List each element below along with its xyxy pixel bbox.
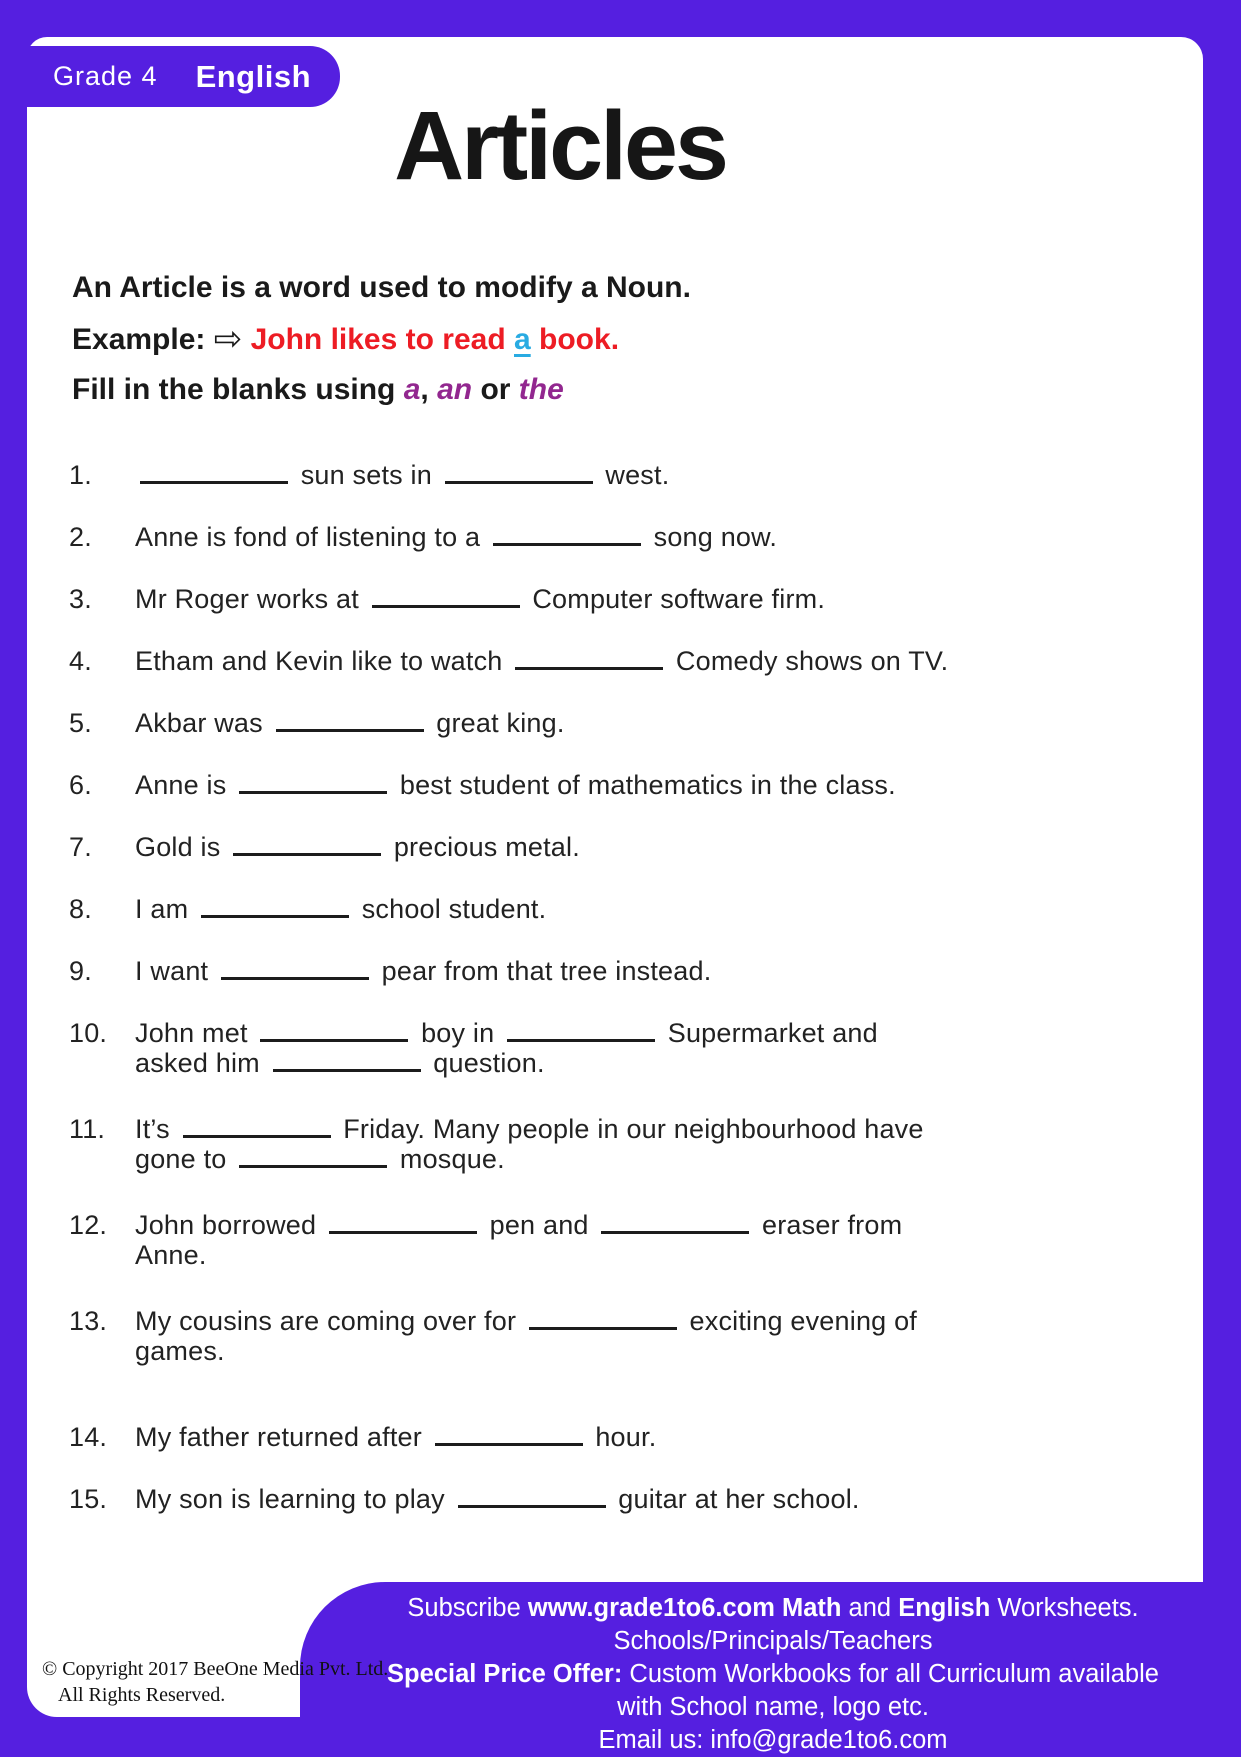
blank-field[interactable]	[183, 1131, 331, 1138]
footer-line: Email us: info@grade1to6.com	[598, 1726, 948, 1754]
worksheet-item	[69, 1114, 1167, 1174]
blank-field[interactable]	[493, 539, 641, 546]
item-number: 14.	[69, 1422, 108, 1452]
item-number: 5.	[69, 708, 92, 738]
footer-lines	[350, 1592, 1196, 1757]
blank-field[interactable]	[435, 1439, 583, 1446]
blank-field[interactable]	[445, 477, 593, 484]
item-body: Anne is fond of listening to a song now.	[135, 522, 778, 552]
intro-block	[72, 263, 1173, 415]
item-body: John borrowed pen and eraser from Anne.	[135, 1210, 903, 1270]
blank-field[interactable]	[221, 973, 369, 980]
instruction-word-an: an	[437, 373, 473, 406]
footer-line: Special Price Offer: Custom Workbooks for all Curriculum available	[387, 1660, 1159, 1688]
page-title: Articles	[394, 91, 726, 200]
example-line	[72, 313, 1173, 365]
instruction-or: or	[480, 373, 511, 406]
example-article-highlight: a	[514, 323, 531, 356]
item-body: My son is learning to play guitar at her school.	[135, 1484, 860, 1514]
item-body: I am school student.	[135, 894, 547, 924]
example-red-after: book.	[539, 323, 620, 356]
footer-line: Schools/Principals/Teachers	[613, 1627, 933, 1655]
item-number: 8.	[69, 894, 92, 924]
example-label: Example:	[72, 323, 206, 356]
item-number: 7.	[69, 832, 92, 862]
copyright-notice	[42, 1656, 388, 1708]
worksheet-item	[69, 1306, 1167, 1366]
blank-field[interactable]	[239, 1161, 387, 1168]
item-body: Mr Roger works at Computer software firm.	[135, 584, 826, 614]
worksheet-item	[69, 584, 1167, 614]
blank-field[interactable]	[201, 911, 349, 918]
item-body: My father returned after hour.	[135, 1422, 657, 1452]
footer-band	[300, 1582, 1241, 1754]
item-body: John met boy in Supermarket and asked him question.	[135, 1018, 878, 1078]
blank-field[interactable]	[273, 1065, 421, 1072]
worksheet-item	[69, 1484, 1167, 1514]
instruction-prefix: Fill in the blanks using	[72, 373, 396, 406]
item-body: Anne is best student of mathematics in the class.	[135, 770, 896, 800]
worksheet-item	[69, 956, 1167, 986]
worksheet-items	[69, 460, 1167, 1546]
blank-field[interactable]	[276, 725, 424, 732]
item-number: 6.	[69, 770, 92, 800]
worksheet-item	[69, 894, 1167, 924]
worksheet-item	[69, 1422, 1167, 1452]
item-body: My cousins are coming over for exciting evening of games.	[135, 1306, 917, 1366]
worksheet-item	[69, 646, 1167, 676]
item-body: Etham and Kevin like to watch Comedy shows on TV.	[135, 646, 949, 676]
grade-label: Grade 4	[53, 61, 158, 91]
blank-field[interactable]	[458, 1501, 606, 1508]
item-number: 3.	[69, 584, 92, 614]
blank-field[interactable]	[233, 849, 381, 856]
blank-field[interactable]	[507, 1035, 655, 1042]
instruction-word-the: the	[518, 373, 564, 406]
blank-field[interactable]	[260, 1035, 408, 1042]
item-number: 15.	[69, 1484, 108, 1514]
worksheet-item	[69, 770, 1167, 800]
worksheet-item	[69, 460, 1167, 490]
blank-field[interactable]	[329, 1227, 477, 1234]
subject-label: English	[195, 58, 312, 94]
item-body: Gold is precious metal.	[135, 832, 580, 862]
instruction-word-a: a	[403, 373, 421, 406]
example-red-before: John likes to read	[250, 323, 506, 356]
worksheet-item	[69, 1018, 1167, 1078]
item-number: 11.	[69, 1114, 106, 1144]
item-number: 4.	[69, 646, 92, 676]
worksheet-item	[69, 522, 1167, 552]
definition-line: An Article is a word used to modify a Noun.	[72, 271, 691, 304]
worksheet-item	[69, 832, 1167, 862]
copyright-line-1: © Copyright 2017 BeeOne Media Pvt. Ltd.	[42, 1658, 389, 1680]
instruction-comma: ,	[420, 373, 429, 406]
item-body: sun sets in west.	[135, 460, 1167, 490]
item-number: 12.	[69, 1210, 108, 1240]
item-body: It’s Friday. Many people in our neighbourhood have gone to mosque.	[135, 1114, 924, 1174]
copyright-line-2: All Rights Reserved.	[58, 1684, 226, 1706]
instruction-line	[72, 365, 1173, 415]
item-number: 13.	[69, 1306, 108, 1336]
item-number: 2.	[69, 522, 92, 552]
blank-field[interactable]	[140, 477, 288, 484]
footer-line: with School name, logo etc.	[617, 1693, 929, 1721]
blank-field[interactable]	[529, 1323, 677, 1330]
blank-field[interactable]	[601, 1227, 749, 1234]
right-arrow-icon: ⇨	[213, 320, 243, 358]
item-number: 10.	[69, 1018, 108, 1048]
footer-line: Subscribe www.grade1to6.com Math and English Worksheets.	[407, 1594, 1139, 1622]
item-body: Akbar was great king.	[135, 708, 565, 738]
blank-field[interactable]	[239, 787, 387, 794]
item-body: I want pear from that tree instead.	[135, 956, 712, 986]
worksheet-item	[69, 708, 1167, 738]
item-number: 1.	[69, 460, 92, 490]
page-sheet	[27, 37, 1203, 1717]
blank-field[interactable]	[515, 663, 663, 670]
worksheet-item	[69, 1210, 1167, 1270]
blank-field[interactable]	[372, 601, 520, 608]
item-number: 9.	[69, 956, 92, 986]
